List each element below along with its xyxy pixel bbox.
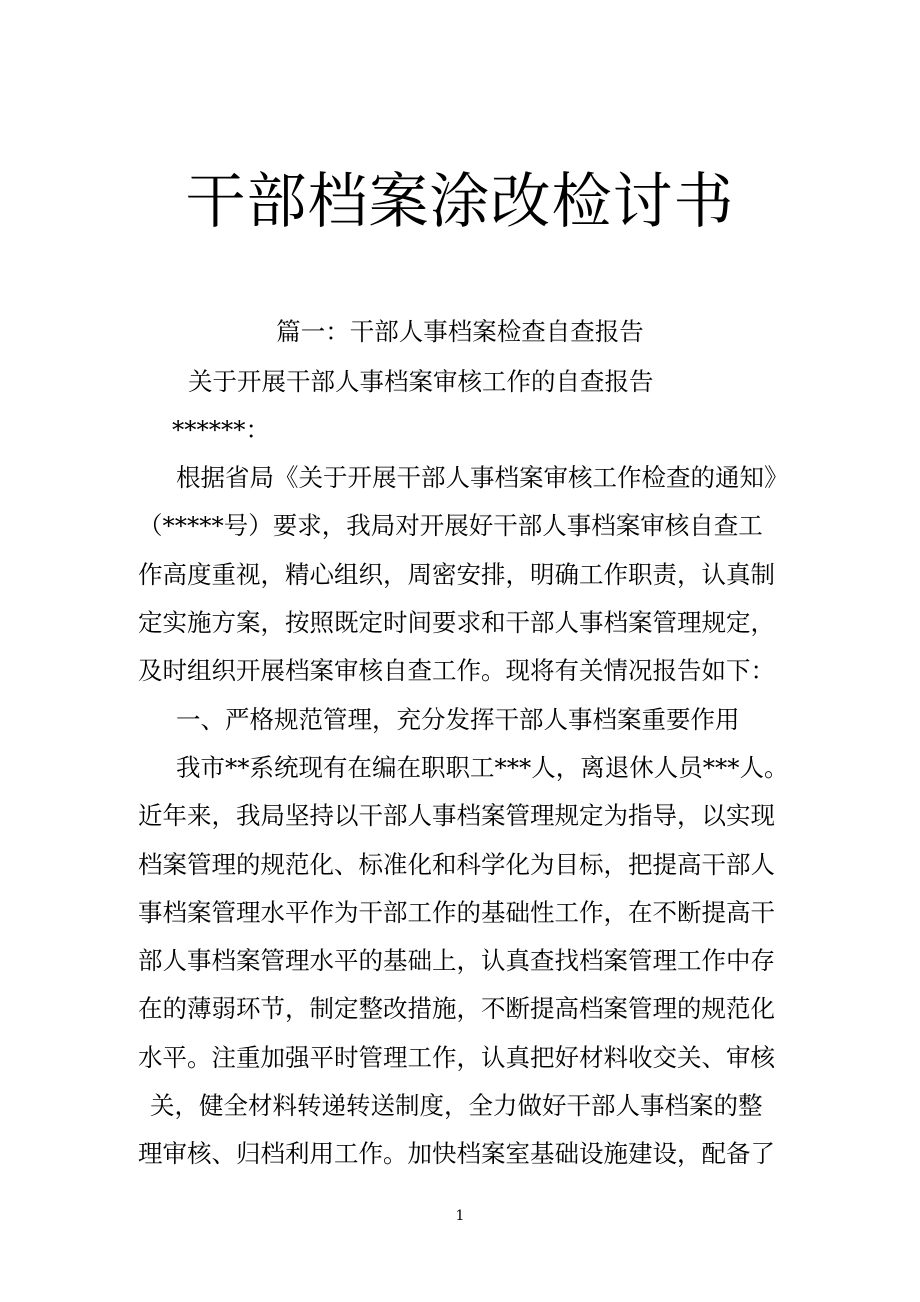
- paragraph-line: 根据省局《关于开展干部人事档案审核工作检查的通知》: [176, 463, 789, 492]
- chapter-heading: 篇一：干部人事档案检查自查报告: [276, 317, 644, 346]
- paragraph-line: 我市**系统现有在编在职职工***人，离退休人员***人。: [176, 753, 789, 782]
- paragraph-line: 水平。注重加强平时管理工作，认真把好材料收交关、审核: [138, 1043, 775, 1072]
- section-heading: 一、严格规范管理，充分发挥干部人事档案重要作用: [176, 705, 740, 734]
- paragraph-line: 关，健全材料转递转送制度，全力做好干部人事档案的整: [150, 1091, 763, 1120]
- salutation: ******：: [172, 415, 270, 444]
- paragraph-line: 及时组织开展档案审核自查工作。现将有关情况报告如下：: [138, 656, 775, 685]
- report-title: 关于开展干部人事档案审核工作的自查报告: [188, 367, 654, 396]
- paragraph-line: 理审核、归档利用工作。加快档案室基础设施建设，配备了: [138, 1139, 775, 1168]
- paragraph-line: 事档案管理水平作为干部工作的基础性工作，在不断提高干: [138, 898, 775, 927]
- paragraph-line: 近年来，我局坚持以干部人事档案管理规定为指导，以实现: [138, 801, 775, 830]
- page-number: 1: [455, 1208, 465, 1224]
- paragraph-line: 定实施方案，按照既定时间要求和干部人事档案管理规定，: [138, 608, 775, 637]
- paragraph-line: 在的薄弱环节，制定整改措施，不断提高档案管理的规范化: [138, 994, 775, 1023]
- paragraph-line: 作高度重视，精心组织，周密安排，明确工作职责，认真制: [138, 560, 775, 589]
- paragraph-line: 部人事档案管理水平的基础上，认真查找档案管理工作中存: [138, 946, 775, 975]
- paragraph-line: （*****号）要求，我局对开展好干部人事档案审核自查工: [138, 511, 763, 540]
- paragraph-line: 档案管理的规范化、标准化和科学化为目标，把提高干部人: [138, 850, 775, 879]
- document-title: 干部档案涂改检讨书: [185, 167, 735, 237]
